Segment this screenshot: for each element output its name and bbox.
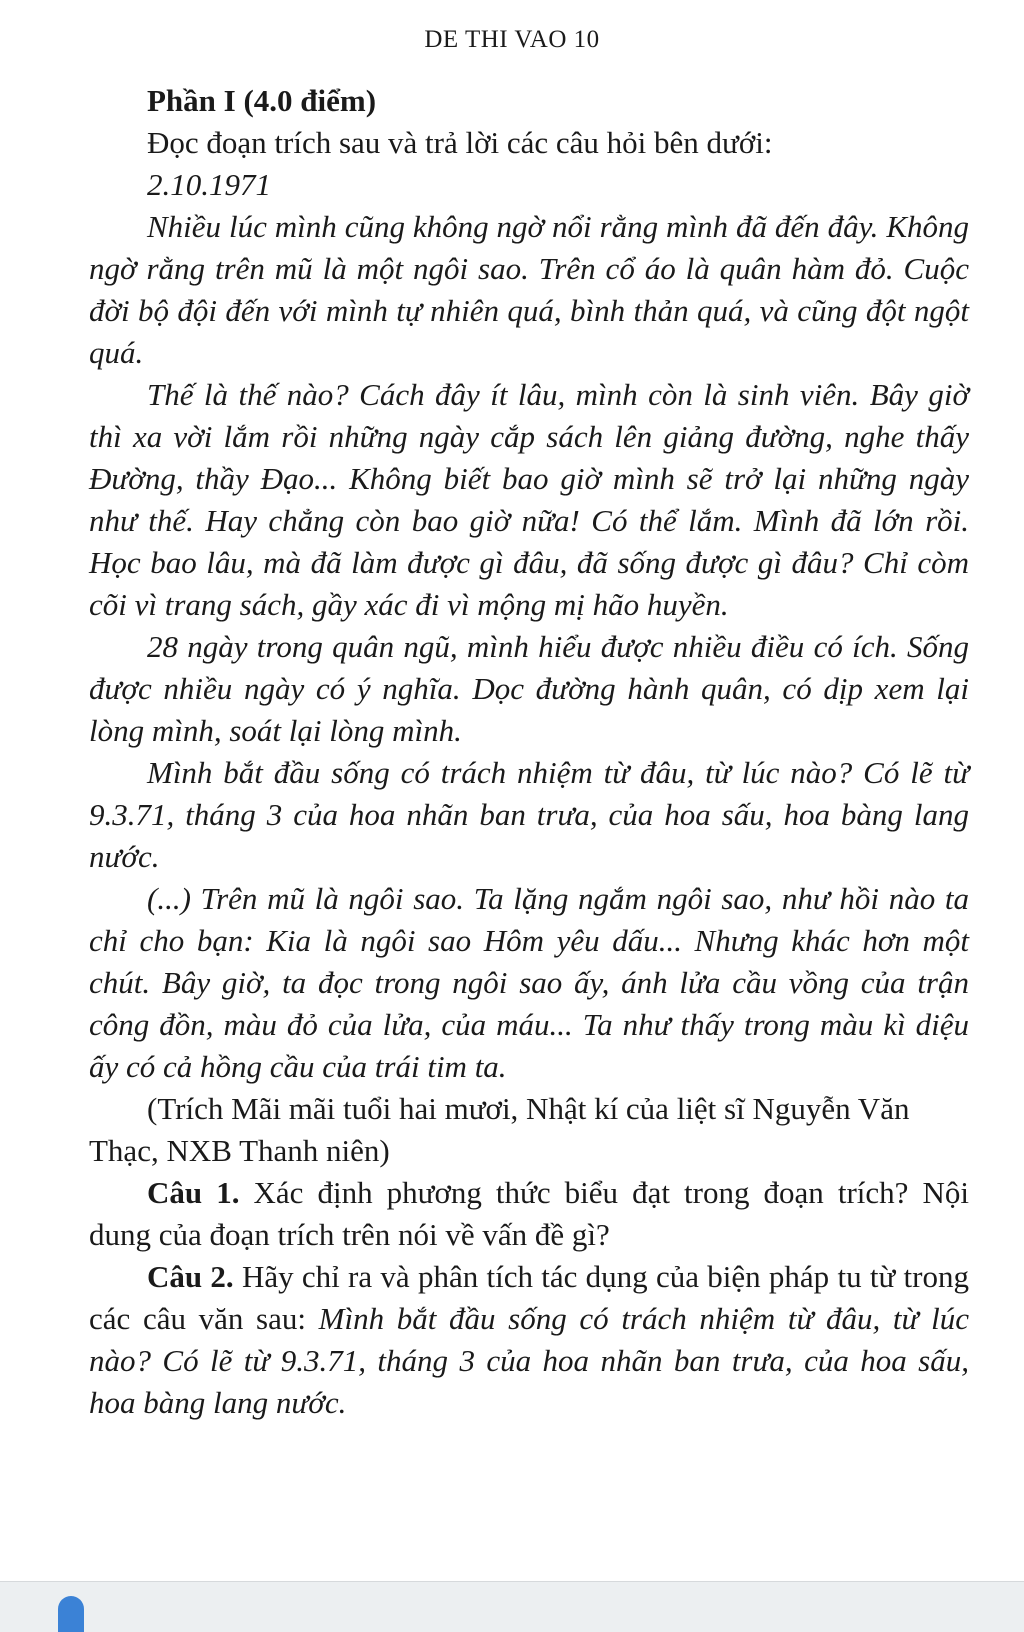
passage-paragraph: Nhiều lúc mình cũng không ngờ nổi rằng mình đã đến đây. Không ngờ rằng trên mũ là một ngôi sao. Trên cổ áo là quân hàm đỏ. Cuộc đời bộ đội đến với mình tự nhiên quá, bình thản quá, và cũng đột ngột quá. [89,209,969,370]
passage-paragraph: Thế là thế nào? Cách đây ít lâu, mình còn là sinh viên. Bây giờ thì xa vời lắm rồi những ngày cắp sách lên giảng đường, nghe thấy Đường, thầy Đạo... Không biết bao giờ mình sẽ trở lại những ngày như thế. Hay chẳng còn bao giờ nữa! Có thể lắm. Mình đã lớn rồi. Học bao lâu, mà đã làm được gì đâu, đã sống được gì đâu? Chỉ còm cõi vì trang sách, gầy xác đi vì mộng mị hão huyền. [89,377,969,622]
app-icon[interactable] [58,1596,84,1632]
question-1-label: Câu 1. [147,1175,240,1210]
passage-paragraph: (...) Trên mũ là ngôi sao. Ta lặng ngắm ngôi sao, như hồi nào ta chỉ cho bạn: Kia là ngôi sao Hôm yêu dấu... Nhưng khác hơn một chút. Bây giờ, ta đọc trong ngôi sao ấy, ánh lửa cầu vồng của trận công đồn, màu đỏ của lửa, của máu... Ta như thấy trong màu kì diệu ấy có cả hồng cầu của trái tim ta. [89,881,969,1084]
bottom-toolbar [0,1581,1024,1632]
question-2-text: Hãy chỉ ra và phân tích tác dụng của biện pháp tu từ trong các câu văn sau: [89,1259,969,1336]
question-1 [89,1172,969,1256]
page-header: DE THI VAO 10 [424,26,600,53]
question-2 [89,1256,969,1424]
document-content [89,80,969,1424]
passage-source: (Trích Mãi mãi tuổi hai mươi, Nhật kí của liệt sĩ Nguyễn Văn Thạc, NXB Thanh niên) [89,1091,910,1168]
passage-date: 2.10.1971 [147,167,271,202]
passage-paragraph: 28 ngày trong quân ngũ, mình hiểu được nhiều điều có ích. Sống được nhiều ngày có ý nghĩa. Dọc đường hành quân, có dịp xem lại lòng mình, soát lại lòng mình. [89,629,969,748]
question-2-label: Câu 2. [147,1259,234,1294]
question-2-quote: Mình bắt đầu sống có trách nhiệm từ đâu, từ lúc nào? Có lẽ từ 9.3.71, tháng 3 của hoa nhãn ban trưa, của hoa sấu, hoa bàng lang nước. [89,1301,969,1420]
section-instruction: Đọc đoạn trích sau và trả lời các câu hỏi bên dưới: [147,125,773,160]
passage-paragraph: Mình bắt đầu sống có trách nhiệm từ đâu, từ lúc nào? Có lẽ từ 9.3.71, tháng 3 của hoa nhãn ban trưa, của hoa sấu, hoa bàng lang nước. [89,755,969,874]
section-title: Phần I (4.0 điểm) [147,83,377,118]
question-1-text: Xác định phương thức biểu đạt trong đoạn trích? Nội dung của đoạn trích trên nói về vấn đề gì? [89,1175,969,1252]
